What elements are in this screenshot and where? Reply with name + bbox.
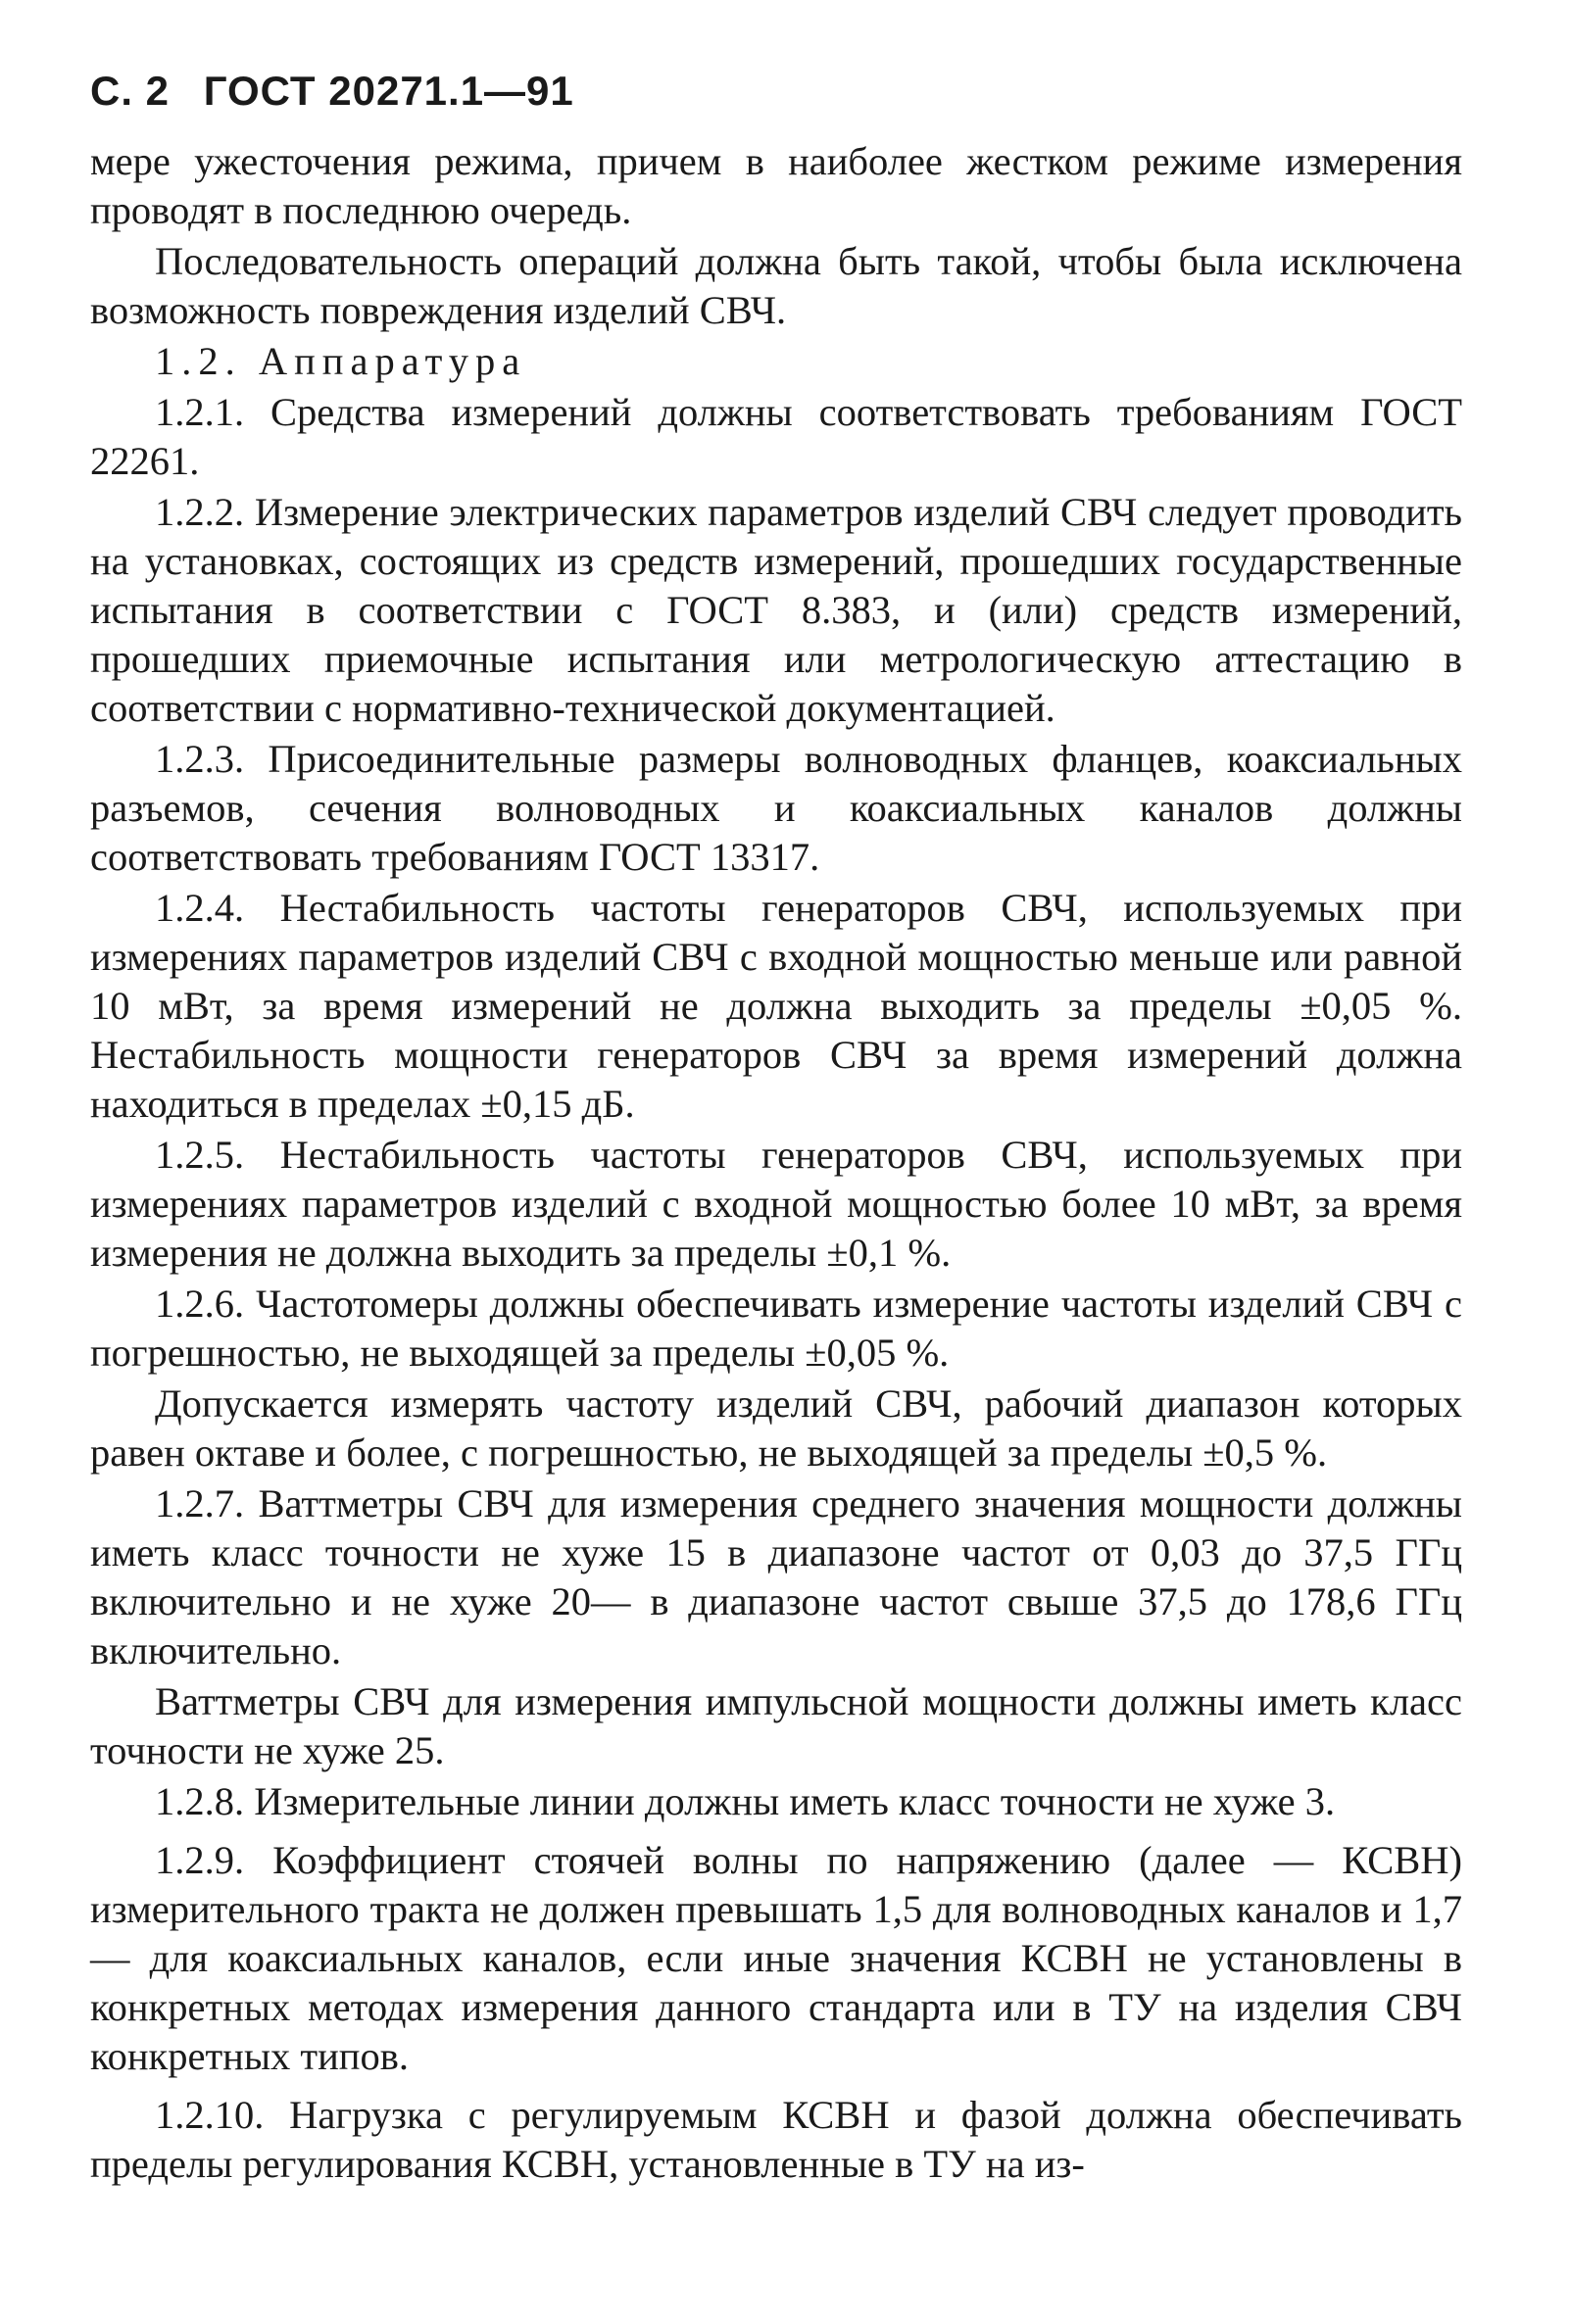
paragraph-pulse-power: Ваттметры СВЧ для измерения импульсной мощности должны иметь класс точности не хуже 25. bbox=[90, 1679, 1462, 1773]
clause-1-2-9: 1.2.9. Коэффициент стоячей волны по напряжению (далее — КСВН) измерительного тракта не должен превышать 1,5 для волноводных каналов и 1,7 — для коаксиальных каналов, если иные значения КСВН не установлены в конкретных методах измерения данного стандарта или в ТУ на изделия СВЧ конкретных типов. bbox=[90, 1838, 1462, 2079]
clause-1-2-10: 1.2.10. Нагрузка с регулируемым КСВН и фазой должна обеспечивать пределы регулирования КСВН, установленные в ТУ на из- bbox=[90, 2093, 1462, 2187]
page-header bbox=[90, 69, 1462, 114]
clause-1-2-3: 1.2.3. Присоединительные размеры волноводных фланцев, коаксиальных разъемов, сечения волноводных и коаксиальных каналов должны соответствовать требованиям ГОСТ 13317. bbox=[90, 737, 1462, 880]
clause-1-2-7: 1.2.7. Ваттметры СВЧ для измерения среднего значения мощности должны иметь класс точности не хуже 15 в диапазоне частот от 0,03 до 37,5 ГГц включительно и не хуже 20— в диапазоне частот свыше 37,5 до 178,6 ГГц включительно. bbox=[90, 1481, 1462, 1673]
paragraph-continuation: мере ужесточения режима, причем в наиболее жестком режиме измерения проводят в последнюю очередь. bbox=[90, 139, 1462, 233]
clause-1-2-4: 1.2.4. Нестабильность частоты генераторов СВЧ, используемых при измерениях параметров изделий СВЧ с входной мощностью меньше или равной 10 мВт, за время измерений не должна выходить за пределы ±0,05 %. Нестабильность мощности генераторов СВЧ за время измерений должна находиться в пределах ±0,15 дБ. bbox=[90, 886, 1462, 1127]
standard-code: ГОСТ 20271.1—91 bbox=[203, 68, 574, 114]
paragraph-sequence: Последовательность операций должна быть такой, чтобы была исключена возможность повреждения изделий СВЧ. bbox=[90, 239, 1462, 333]
clause-1-2-5: 1.2.5. Нестабильность частоты генераторов СВЧ, используемых при измерениях параметров изделий с входной мощностью более 10 мВт, за время измерения не должна выходить за пределы ±0,1 %. bbox=[90, 1133, 1462, 1276]
document-body bbox=[90, 137, 1462, 2189]
clause-1-2-8: 1.2.8. Измерительные линии должны иметь класс точности не хуже 3. bbox=[155, 1779, 1336, 1824]
section-heading-apparatus: 1.2. Аппаратура bbox=[155, 339, 527, 384]
clause-1-2-1: 1.2.1. Средства измерений должны соответствовать требованиям ГОСТ 22261. bbox=[90, 390, 1462, 484]
paragraph-frequency-range: Допускается измерять частоту изделий СВЧ, рабочий диапазон которых равен октаве и более, с погрешностью, не выходящей за пределы ±0,5 %. bbox=[90, 1381, 1462, 1476]
clause-1-2-6: 1.2.6. Частотомеры должны обеспечивать измерение частоты изделий СВЧ с погрешностью, не выходящей за пределы ±0,05 %. bbox=[90, 1282, 1462, 1376]
document-page bbox=[90, 69, 1462, 2191]
clause-1-2-2: 1.2.2. Измерение электрических параметров изделий СВЧ следует проводить на установках, состоящих из средств измерений, прошедших государственные испытания в соответствии с ГОСТ 8.383, и (или) средств измерений, прошедших приемочные испытания или метрологическую аттестацию в соответствии с нормативно-технической документацией. bbox=[90, 490, 1462, 731]
page-number: С. 2 bbox=[90, 68, 171, 114]
